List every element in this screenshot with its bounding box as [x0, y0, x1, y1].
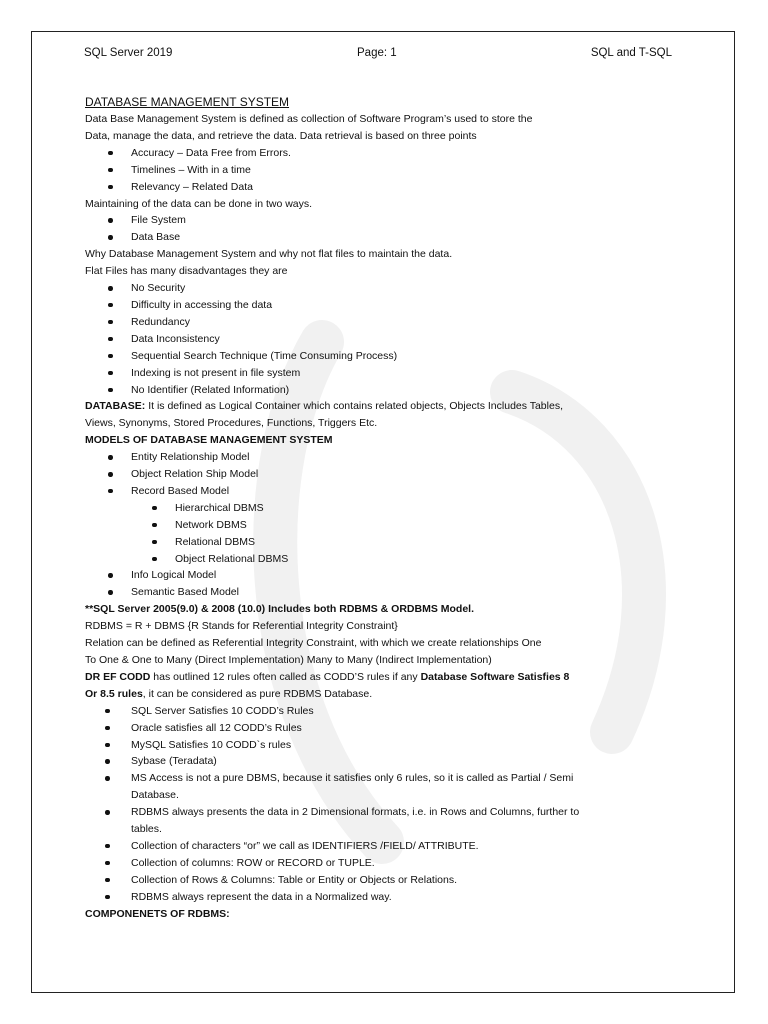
codd-bold-2: Database Software Satisfies 8 — [420, 670, 570, 683]
header-right: SQL and T-SQL — [590, 47, 672, 59]
list-item: Collection of characters “or” we call as IDENTIFIERS /FIELD/ ATTRIBUTE. — [85, 838, 675, 855]
maintain-line: Maintaining of the data can be done in two ways. — [85, 197, 313, 210]
database-def-1: It is defined as Logical Container which contains related objects, Objects Includes Tables, — [145, 400, 563, 413]
models-heading — [85, 432, 675, 449]
codd-text-1: has outlined 12 rules often called as CODD’S rules if any — [150, 670, 421, 683]
components-heading — [85, 906, 675, 923]
list-item: Relevancy – Related Data — [85, 179, 675, 196]
list-item-line: Database. — [131, 789, 179, 802]
list-item: Oracle satisfies all 12 CODD’s Rules — [85, 720, 675, 737]
list-item: Collection of Rows & Columns: Table or Entity or Objects or Relations. — [85, 872, 675, 889]
database-def-2: Views, Synonyms, Stored Procedures, Functions, Triggers Etc. — [85, 417, 378, 430]
disadvantages-list — [85, 280, 675, 398]
list-item: SQL Server Satisfies 10 CODD’s Rules — [85, 703, 675, 720]
relation-line-1: Relation can be defined as Referential Integrity Constraint, with which we create relationships One — [85, 637, 542, 650]
record-models-list — [85, 500, 675, 568]
list-item: Timelines – With in a time — [85, 162, 675, 179]
list-item-line: tables. — [131, 823, 162, 836]
list-item: Info Logical Model — [85, 567, 675, 584]
models-list-continued — [85, 567, 675, 601]
flat-files-line: Flat Files has many disadvantages they are — [85, 265, 288, 278]
list-item: Object Relation Ship Model — [85, 466, 675, 483]
list-item: Network DBMS — [85, 517, 675, 534]
intro-line-1: Data Base Management System is defined as collection of Software Program’s used to store the — [85, 113, 533, 125]
retrieval-points-list — [85, 145, 675, 196]
list-item: Data Inconsistency — [85, 331, 675, 348]
models-list — [85, 449, 675, 500]
list-item: No Security — [85, 280, 675, 297]
header-left: SQL Server 2019 — [84, 47, 173, 59]
models-heading-text: MODELS OF DATABASE MANAGEMENT SYSTEM — [85, 434, 333, 447]
rdbms-equation: RDBMS = R + DBMS {R Stands for Referential Integrity Constraint} — [85, 620, 398, 633]
database-label: DATABASE: — [85, 400, 146, 413]
relation-line-2: To One & One to Many (Direct Implementation) Many to Many (Indirect Implementation) — [85, 654, 492, 666]
codd-line-1 — [85, 669, 675, 686]
list-item: Object Relational DBMS — [85, 551, 675, 568]
list-item: Difficulty in accessing the data — [85, 297, 675, 314]
codd-name: DR EF CODD — [85, 670, 151, 683]
list-item-line: RDBMS always presents the data in 2 Dimensional formats, i.e. in Rows and Columns, further to — [131, 806, 580, 819]
ways-list — [85, 212, 675, 246]
list-item: RDBMS always represent the data in a Normalized way. — [85, 889, 675, 906]
page-header — [84, 47, 672, 67]
sqlserver-note-text: **SQL Server 2005(9.0) & 2008 (10.0) Includes both RDBMS & ORDBMS Model. — [85, 603, 474, 616]
header-page-number: Page: 1 — [357, 47, 397, 59]
list-item: Record Based Model — [85, 483, 675, 500]
list-item: Redundancy — [85, 314, 675, 331]
list-item: Semantic Based Model — [85, 584, 675, 601]
list-item — [85, 804, 675, 838]
document-body — [85, 94, 675, 923]
section-title: DATABASE MANAGEMENT SYSTEM — [85, 95, 290, 109]
list-item: Relational DBMS — [85, 534, 675, 551]
list-item: Indexing is not present in file system — [85, 365, 675, 382]
list-item: MySQL Satisfies 10 CODD`s rules — [85, 737, 675, 754]
codd-text-2: , it can be considered as pure RDBMS Database. — [142, 687, 373, 700]
list-item-line: MS Access is not a pure DBMS, because it satisfies only 6 rules, so it is called as Partial / Semi — [131, 772, 574, 785]
list-item: File System — [85, 212, 675, 229]
list-item: Sybase (Teradata) — [85, 753, 675, 770]
codd-line-2 — [85, 686, 675, 703]
why-line: Why Database Management System and why not flat files to maintain the data. — [85, 248, 453, 261]
list-item: Entity Relationship Model — [85, 449, 675, 466]
document-page — [31, 31, 735, 993]
intro-line-2: Data, manage the data, and retrieve the data. Data retrieval is based on three points — [85, 129, 477, 142]
codd-list — [85, 703, 675, 906]
components-heading-text: COMPONENETS OF RDBMS: — [85, 907, 230, 920]
codd-bold-3: Or 8.5 rules — [85, 687, 143, 700]
list-item: Sequential Search Technique (Time Consuming Process) — [85, 348, 675, 365]
list-item: Accuracy – Data Free from Errors. — [85, 145, 675, 162]
database-definition — [85, 398, 675, 415]
list-item: Data Base — [85, 229, 675, 246]
sqlserver-note — [85, 601, 675, 618]
list-item: Collection of columns: ROW or RECORD or TUPLE. — [85, 855, 675, 872]
list-item: Hierarchical DBMS — [85, 500, 675, 517]
list-item — [85, 770, 675, 804]
list-item: No Identifier (Related Information) — [85, 382, 675, 399]
